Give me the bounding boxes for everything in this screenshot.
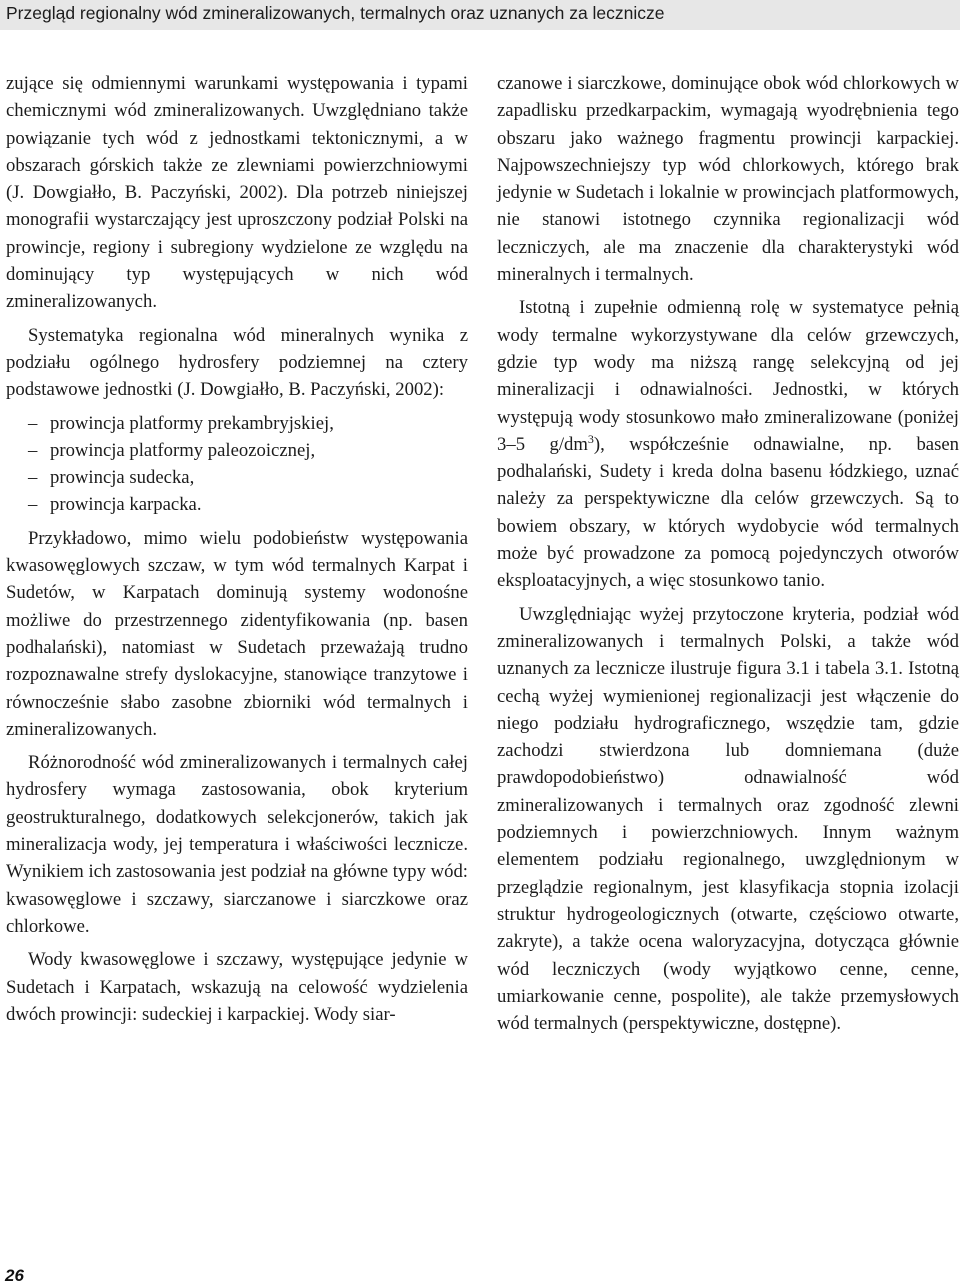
list-item xyxy=(6,464,468,491)
list-dash: – xyxy=(28,467,38,489)
province-list xyxy=(6,410,468,519)
right-paragraph-2 xyxy=(497,294,959,594)
list-dash: – xyxy=(28,412,38,434)
left-paragraph-2: Systematyka regionalna wód mineralnych wynika z podziału ogólnego hydrosfery podziemnej na cztery podstawowe jednostki (J. Dowgiałło, B. Paczyński, 2002): xyxy=(6,324,468,401)
list-item-text: prowincja sudecka, xyxy=(50,467,195,489)
page-number: 26 xyxy=(5,1266,24,1285)
list-dash: – xyxy=(28,494,38,516)
header-title: Przegląd regionalny wód zmineralizowanych, termalnych oraz uznanych za lecznicze xyxy=(6,3,665,23)
list-item-text: prowincja karpacka. xyxy=(50,494,202,516)
right-paragraph-3: Uwzględniając wyżej przytoczone kryteria, podział wód zmineralizowanych i termalnych Polski, a także wód uznanych za lecznicze ilustruje figura 3.1 i tabela 3.1. Istotną cechą wyżej wymienionej regionalizacji jest włączenie do niego podziału hydrograficznego, wszędzie tam, gdzie zachodzi stwierdzona lub domniemana (duże prawdopodobieństwo) odnawialność wód zmineralizowanych i termalnych oraz zgodność zlewni podziemnych i powierzchniowych. Innym ważnym elementem podziału regionalnego, uwzględnionym w przeglądzie regionalnym, jest klasyfikacja stopnia izolacji struktur hydrogeologicznych (otwarte, częściowo otwarte, zakryte), a także ocena waloryzacyjna, dotycząca głównie wód leczniczych (wody wyjątkowo cenne, cenne, umiarkowanie cenne, pospolite), ale także przemysłowych wód termalnych (perspektywiczne, dostępne). xyxy=(497,603,959,1035)
running-header xyxy=(0,0,960,30)
list-item-text: prowincja platformy prekambryjskiej, xyxy=(50,412,334,434)
left-paragraph-3: Przykładowo, mimo wielu podobieństw występowania kwasowęglowych szczaw, w tym wód termalnych Karpat i Sudetów, w Karpatach dominują systemy wodonośne możliwe do przestrzennego zidentyfikowania (np. basen podhalański), natomiast w Sudetach przeważają trudno rozpoznawalne strefy dyslokacyjne, stanowiące tranzytowe i równocześnie słabo zasobne zbiorniki wód termalnych i zmineralizowanych. xyxy=(6,527,468,740)
superscript: 3 xyxy=(587,431,594,446)
list-item xyxy=(6,410,468,437)
right-paragraph-2-end: ), współcześnie odnawialne, np. basen podhalański, Sudety i kreda dolna basenu łódzkiego, uznać należy za perspektywiczne dla celów grzewczych. Są to bowiem obszary, w których wydobycie wód termalnych może być prowadzone za pomocą pojedynczych otworów eksploatacyjnych, a więc stosunkowo tanio. xyxy=(497,433,959,592)
right-text-column xyxy=(497,70,959,1037)
left-text-column xyxy=(6,70,468,1028)
list-item xyxy=(6,491,468,518)
right-paragraph-1: czanowe i siarczkowe, dominujące obok wód chlorkowych w zapadlisku przedkarpackim, wymagają wyodrębnienia tego obszaru jako ważnego fragmentu prowincji karpackiej. Najpowszechniejszy typ wód chlorkowych, którego brak jedynie w Sudetach i lokalnie w prowincjach platformowych, nie stanowi istotnego czynnika regionalizacji wód leczniczych, ale ma znaczenie dla charakterystyki wód mineralnych i termalnych. xyxy=(497,73,959,286)
left-paragraph-4: Różnorodność wód zmineralizowanych i termalnych całej hydrosfery wymaga zastosowania, obok kryterium geostrukturalnego, dodatkowych selekcjonerów, takich jak mineralizacja wody, jej temperatura i właściwości lecznicze. Wynikiem ich zastosowania jest podział na główne typy wód: kwasowęglowe i szczawy, siarczanowe i siarczkowe oraz chlorkowe. xyxy=(6,752,468,937)
list-dash: – xyxy=(28,439,38,461)
list-item-text: prowincja platformy paleozoicznej, xyxy=(50,439,316,461)
list-item xyxy=(6,437,468,464)
left-paragraph-5: Wody kwasowęglowe i szczawy, występujące jedynie w Sudetach i Karpatach, wskazują na celowość wydzielenia dwóch prowincji: sudeckiej i karpackiej. Wody siar- xyxy=(6,949,468,1025)
right-paragraph-2-start: Istotną i zupełnie odmienną rolę w systematyce pełnią wody termalne wykorzystywane dla celów grzewczych, gdzie typ wody ma niższą rangę selekcyjną od jej mineralizacji i odnawialności. Jednostki, w których występują wody stosunkowo mało zmineralizowane (poniżej 3–5 g/dm xyxy=(497,297,959,455)
left-paragraph-1: zujące się odmiennymi warunkami występowania i typami chemicznymi wód zmineralizowanych. Uwzględniano także powiązanie tych wód z jednostkami tektonicznymi, a w obszarach górskich także ze zlewniami powierzchniowymi (J. Dowgiałło, B. Paczyński, 2002). Dla potrzeb niniejszej monografii wystarczający jest uproszczony podział Polski na prowincje, regiony i subregiony wydzielone ze względu na dominujący typ występujących w nich wód zmineralizowanych. xyxy=(6,73,468,313)
